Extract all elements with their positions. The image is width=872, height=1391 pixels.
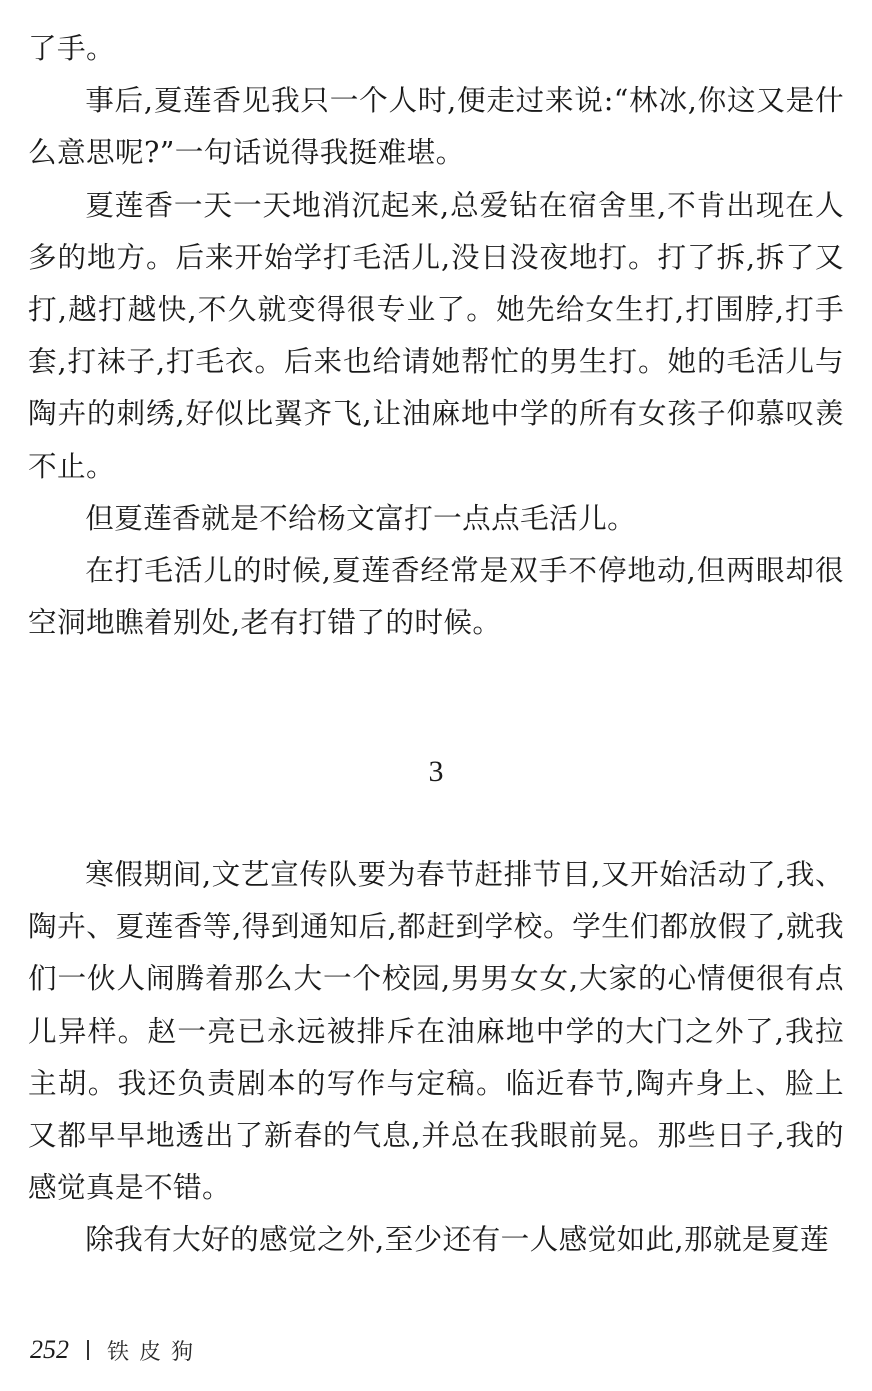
section-2-body xyxy=(28,848,844,1266)
page-number: 252 xyxy=(30,1335,69,1364)
paragraph: 在打毛活儿的时候,夏莲香经常是双手不停地动,但两眼却很空洞地瞧着别处,老有打错了的时候。 xyxy=(28,553,844,640)
section-1-body xyxy=(28,22,844,648)
section-heading: 3 xyxy=(428,755,444,788)
paragraph: 夏莲香一天一天地消沉起来,总爱钻在宿舍里,不肯出现在人多的地方。后来开始学打毛活儿,没日没夜地打。打了拆,拆了又打,越打越快,不久就变得很专业了。她先给女生打,打围脖,打手套,打袜子,打毛衣。后来也给请她帮忙的男生打。她的毛活儿与陶卉的刺绣,好似比翼齐飞,让油麻地中学的所有女孩子仰慕叹羡不止。 xyxy=(28,187,844,483)
paragraph: 事后,夏莲香见我只一个人时,便走过来说:“林冰,你这又是什么意思呢?”一句话说得我挺难堪。 xyxy=(28,83,844,170)
paragraph: 但夏莲香就是不给杨文富打一点点毛活儿。 xyxy=(85,500,637,535)
footer-divider xyxy=(87,1340,89,1360)
paragraph: 寒假期间,文艺宣传队要为春节赶排节目,又开始活动了,我、陶卉、夏莲香等,得到通知后,都赶到学校。学生们都放假了,就我们一伙人闹腾着那么大一个校园,男男女女,大家的心情便很有点儿异样。赵一亮已永远被排斥在油麻地中学的大门之外了,我拉主胡。我还负责剧本的写作与定稿。临近春节,陶卉身上、脸上又都早早地透出了新春的气息,并总在我眼前晃。那些日子,我的感觉真是不错。 xyxy=(28,857,844,1205)
book-title: 铁皮狗 xyxy=(107,1339,204,1365)
page-footer xyxy=(30,1332,203,1368)
paragraph: 了手。 xyxy=(28,31,115,65)
paragraph: 除我有大好的感觉之外,至少还有一人感觉如此,那就是夏莲 xyxy=(85,1222,830,1257)
